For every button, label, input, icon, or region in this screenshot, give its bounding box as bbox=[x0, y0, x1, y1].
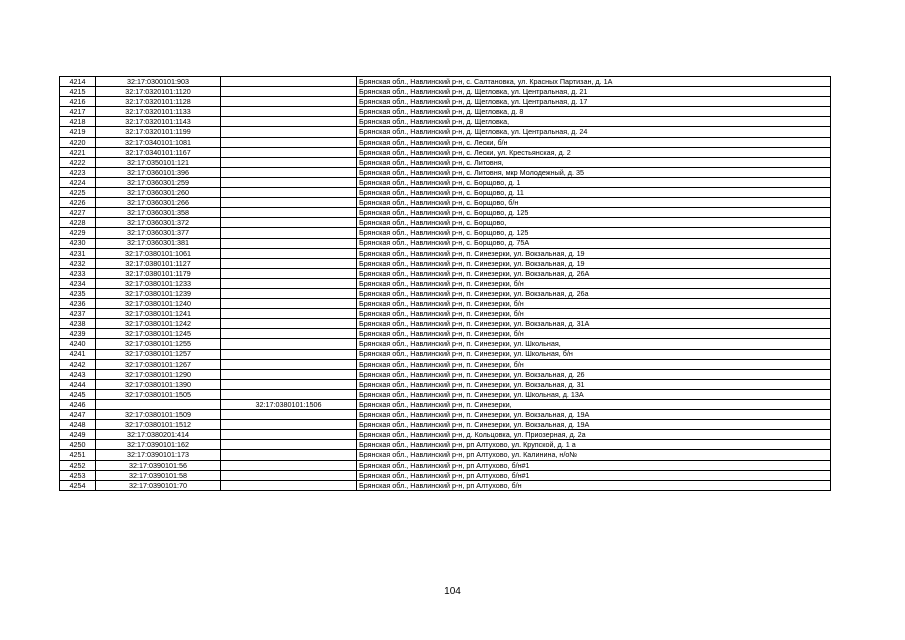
row-number-cell: 4237 bbox=[60, 309, 96, 319]
row-number-cell: 4230 bbox=[60, 238, 96, 248]
address-cell: Брянская обл., Навлинский р-н, рп Алтухово, б/н#1 bbox=[357, 470, 831, 480]
table-row bbox=[60, 278, 831, 288]
cadastral-number-cell: 32:17:0380101:1127 bbox=[96, 258, 221, 268]
cadastral-number-alt-cell bbox=[221, 218, 357, 228]
address-cell: Брянская обл., Навлинский р-н, п. Синезерки, ул. Вокзальная, д. 31А bbox=[357, 319, 831, 329]
address-cell: Брянская обл., Навлинский р-н, д. Щегловка, ул. Центральная, д. 24 bbox=[357, 127, 831, 137]
address-cell: Брянская обл., Навлинский р-н, п. Синезерки, б/н bbox=[357, 299, 831, 309]
address-cell: Брянская обл., Навлинский р-н, д. Щегловка, д. 8 bbox=[357, 107, 831, 117]
row-number-cell: 4221 bbox=[60, 147, 96, 157]
table-row bbox=[60, 420, 831, 430]
address-cell: Брянская обл., Навлинский р-н, п. Синезерки, ул. Вокзальная, д. 26а bbox=[357, 288, 831, 298]
row-number-cell: 4242 bbox=[60, 359, 96, 369]
cadastral-number-cell: 32:17:0360301:358 bbox=[96, 208, 221, 218]
table-row bbox=[60, 410, 831, 420]
cadastral-number-alt-cell: 32:17:0380101:1506 bbox=[221, 400, 357, 410]
table-row bbox=[60, 238, 831, 248]
address-cell: Брянская обл., Навлинский р-н, рп Алтухово, ул. Калинина, н/о№ bbox=[357, 450, 831, 460]
cadastral-number-cell: 32:17:0360301:381 bbox=[96, 238, 221, 248]
row-number-cell: 4240 bbox=[60, 339, 96, 349]
cadastral-number-cell: 32:17:0320101:1133 bbox=[96, 107, 221, 117]
table-row bbox=[60, 208, 831, 218]
address-cell: Брянская обл., Навлинский р-н, п. Синезерки, б/н bbox=[357, 278, 831, 288]
row-number-cell: 4220 bbox=[60, 137, 96, 147]
cadastral-number-alt-cell bbox=[221, 127, 357, 137]
row-number-cell: 4234 bbox=[60, 278, 96, 288]
cadastral-number-cell: 32:17:0380101:1290 bbox=[96, 369, 221, 379]
cadastral-number-alt-cell bbox=[221, 319, 357, 329]
cadastral-number-alt-cell bbox=[221, 339, 357, 349]
address-cell: Брянская обл., Навлинский р-н, п. Синезерки, ул. Школьная, д. 13А bbox=[357, 389, 831, 399]
row-number-cell: 4227 bbox=[60, 208, 96, 218]
cadastral-number-alt-cell bbox=[221, 77, 357, 87]
address-cell: Брянская обл., Навлинский р-н, д. Щегловка, ул. Центральная, д. 21 bbox=[357, 87, 831, 97]
cadastral-number-alt-cell bbox=[221, 410, 357, 420]
cadastral-number-alt-cell bbox=[221, 288, 357, 298]
cadastral-number-cell: 32:17:0380101:1233 bbox=[96, 278, 221, 288]
table-row bbox=[60, 369, 831, 379]
cadastral-number-cell: 32:17:0350101:121 bbox=[96, 157, 221, 167]
table-row bbox=[60, 440, 831, 450]
row-number-cell: 4222 bbox=[60, 157, 96, 167]
address-cell: Брянская обл., Навлинский р-н, с. Борщово, д. 1 bbox=[357, 177, 831, 187]
table-row bbox=[60, 400, 831, 410]
cadastral-number-alt-cell bbox=[221, 278, 357, 288]
row-number-cell: 4248 bbox=[60, 420, 96, 430]
table-row bbox=[60, 87, 831, 97]
cadastral-number-cell: 32:17:0390101:58 bbox=[96, 470, 221, 480]
table-row bbox=[60, 268, 831, 278]
row-number-cell: 4244 bbox=[60, 379, 96, 389]
table-row bbox=[60, 107, 831, 117]
cadastral-number-cell: 32:17:0360301:266 bbox=[96, 198, 221, 208]
row-number-cell: 4224 bbox=[60, 177, 96, 187]
table-row bbox=[60, 258, 831, 268]
row-number-cell: 4216 bbox=[60, 97, 96, 107]
table-row bbox=[60, 248, 831, 258]
cadastral-number-cell: 32:17:0380101:1390 bbox=[96, 379, 221, 389]
cadastral-number-cell: 32:17:0360101:396 bbox=[96, 167, 221, 177]
address-cell: Брянская обл., Навлинский р-н, п. Синезерки, ул. Вокзальная, д. 26А bbox=[357, 268, 831, 278]
cadastral-number-cell: 32:17:0380101:1061 bbox=[96, 248, 221, 258]
address-cell: Брянская обл., Навлинский р-н, с. Салтановка, ул. Красных Партизан, д. 1А bbox=[357, 77, 831, 87]
cadastral-number-alt-cell bbox=[221, 349, 357, 359]
cadastral-number-alt-cell bbox=[221, 97, 357, 107]
cadastral-number-alt-cell bbox=[221, 359, 357, 369]
address-cell: Брянская обл., Навлинский р-н, д. Щегловка, ул. Центральная, д. 17 bbox=[357, 97, 831, 107]
cadastral-number-cell: 32:17:0380101:1179 bbox=[96, 268, 221, 278]
cadastral-number-alt-cell bbox=[221, 309, 357, 319]
table-row bbox=[60, 319, 831, 329]
table-row bbox=[60, 177, 831, 187]
table-row bbox=[60, 288, 831, 298]
cadastral-number-alt-cell bbox=[221, 137, 357, 147]
table-row bbox=[60, 430, 831, 440]
cadastral-number-cell: 32:17:0380101:1241 bbox=[96, 309, 221, 319]
table-row bbox=[60, 460, 831, 470]
cadastral-number-alt-cell bbox=[221, 369, 357, 379]
table-row bbox=[60, 188, 831, 198]
row-number-cell: 4251 bbox=[60, 450, 96, 460]
table-row bbox=[60, 309, 831, 319]
table-row bbox=[60, 147, 831, 157]
address-cell: Брянская обл., Навлинский р-н, п. Синезерки, ул. Школьная, б/н bbox=[357, 349, 831, 359]
address-cell: Брянская обл., Навлинский р-н, рп Алтухово, б/н bbox=[357, 480, 831, 490]
row-number-cell: 4214 bbox=[60, 77, 96, 87]
table-row bbox=[60, 480, 831, 490]
cadastral-number-alt-cell bbox=[221, 258, 357, 268]
cadastral-number-alt-cell bbox=[221, 238, 357, 248]
table-row bbox=[60, 339, 831, 349]
address-cell: Брянская обл., Навлинский р-н, п. Синезерки, ул. Вокзальная, д. 19 bbox=[357, 248, 831, 258]
row-number-cell: 4249 bbox=[60, 430, 96, 440]
cadastral-number-cell: 32:17:0380101:1512 bbox=[96, 420, 221, 430]
row-number-cell: 4217 bbox=[60, 107, 96, 117]
table-row bbox=[60, 117, 831, 127]
cadastral-number-alt-cell bbox=[221, 379, 357, 389]
cadastral-number-cell: 32:17:0380101:1509 bbox=[96, 410, 221, 420]
cadastral-number-alt-cell bbox=[221, 299, 357, 309]
row-number-cell: 4231 bbox=[60, 248, 96, 258]
cadastral-number-alt-cell bbox=[221, 268, 357, 278]
cadastral-number-alt-cell bbox=[221, 470, 357, 480]
row-number-cell: 4219 bbox=[60, 127, 96, 137]
cadastral-number-alt-cell bbox=[221, 450, 357, 460]
address-cell: Брянская обл., Навлинский р-н, рп Алтухово, б/н#1 bbox=[357, 460, 831, 470]
table-row bbox=[60, 157, 831, 167]
cadastral-number-cell: 32:17:0340101:1081 bbox=[96, 137, 221, 147]
address-cell: Брянская обл., Навлинский р-н, с. Литовня, bbox=[357, 157, 831, 167]
cadastral-number-alt-cell bbox=[221, 157, 357, 167]
cadastral-number-alt-cell bbox=[221, 389, 357, 399]
page-number: 104 bbox=[444, 586, 461, 597]
address-cell: Брянская обл., Навлинский р-н, д. Кольцовка, ул. Приозерная, д. 2а bbox=[357, 430, 831, 440]
table-row bbox=[60, 228, 831, 238]
cadastral-number-alt-cell bbox=[221, 147, 357, 157]
cadastral-number-alt-cell bbox=[221, 188, 357, 198]
cadastral-number-cell: 32:17:0360301:377 bbox=[96, 228, 221, 238]
address-cell: Брянская обл., Навлинский р-н, с. Лески, ул. Крестьянская, д. 2 bbox=[357, 147, 831, 157]
cadastral-number-cell: 32:17:0380101:1255 bbox=[96, 339, 221, 349]
table-row bbox=[60, 137, 831, 147]
address-cell: Брянская обл., Навлинский р-н, рп Алтухово, ул. Крупской, д. 1 а bbox=[357, 440, 831, 450]
cadastral-number-alt-cell bbox=[221, 107, 357, 117]
cadastral-number-cell bbox=[96, 400, 221, 410]
address-cell: Брянская обл., Навлинский р-н, с. Борщово, д. 125 bbox=[357, 228, 831, 238]
row-number-cell: 4250 bbox=[60, 440, 96, 450]
address-cell: Брянская обл., Навлинский р-н, п. Синезерки, б/н bbox=[357, 359, 831, 369]
address-cell: Брянская обл., Навлинский р-н, с. Лески, б/н bbox=[357, 137, 831, 147]
cadastral-number-cell: 32:17:0340101:1167 bbox=[96, 147, 221, 157]
cadastral-number-cell: 32:17:0360301:260 bbox=[96, 188, 221, 198]
row-number-cell: 4223 bbox=[60, 167, 96, 177]
cadastral-number-alt-cell bbox=[221, 440, 357, 450]
address-cell: Брянская обл., Навлинский р-н, с. Литовня, мкр Молодежный, д. 35 bbox=[357, 167, 831, 177]
row-number-cell: 4253 bbox=[60, 470, 96, 480]
cadastral-number-alt-cell bbox=[221, 87, 357, 97]
cadastral-number-cell: 32:17:0390101:56 bbox=[96, 460, 221, 470]
address-cell: Брянская обл., Навлинский р-н, п. Синезерки, б/н bbox=[357, 329, 831, 339]
cadastral-number-alt-cell bbox=[221, 460, 357, 470]
cadastral-number-alt-cell bbox=[221, 420, 357, 430]
row-number-cell: 4215 bbox=[60, 87, 96, 97]
cadastral-number-cell: 32:17:0380101:1242 bbox=[96, 319, 221, 329]
document-sheet bbox=[59, 76, 830, 491]
row-number-cell: 4243 bbox=[60, 369, 96, 379]
address-cell: Брянская обл., Навлинский р-н, с. Борщово, bbox=[357, 218, 831, 228]
cadastral-number-cell: 32:17:0390101:70 bbox=[96, 480, 221, 490]
address-cell: Брянская обл., Навлинский р-н, п. Синезерки, ул. Вокзальная, д. 19А bbox=[357, 420, 831, 430]
cadastral-number-cell: 32:17:0390101:173 bbox=[96, 450, 221, 460]
cadastral-number-cell: 32:17:0390101:162 bbox=[96, 440, 221, 450]
table-row bbox=[60, 97, 831, 107]
address-cell: Брянская обл., Навлинский р-н, п. Синезерки, ул. Вокзальная, д. 19 bbox=[357, 258, 831, 268]
address-cell: Брянская обл., Навлинский р-н, с. Борщово, д. 11 bbox=[357, 188, 831, 198]
row-number-cell: 4241 bbox=[60, 349, 96, 359]
address-cell: Брянская обл., Навлинский р-н, п. Синезерки, ул. Вокзальная, д. 19А bbox=[357, 410, 831, 420]
address-cell: Брянская обл., Навлинский р-н, п. Синезерки, bbox=[357, 400, 831, 410]
row-number-cell: 4238 bbox=[60, 319, 96, 329]
row-number-cell: 4245 bbox=[60, 389, 96, 399]
address-cell: Брянская обл., Навлинский р-н, д. Щегловка, bbox=[357, 117, 831, 127]
table-row bbox=[60, 349, 831, 359]
cadastral-number-alt-cell bbox=[221, 167, 357, 177]
cadastral-number-cell: 32:17:0320101:1128 bbox=[96, 97, 221, 107]
cadastral-number-cell: 32:17:0300101:903 bbox=[96, 77, 221, 87]
row-number-cell: 4246 bbox=[60, 400, 96, 410]
table-row bbox=[60, 359, 831, 369]
table-row bbox=[60, 389, 831, 399]
table-body bbox=[60, 77, 831, 491]
address-cell: Брянская обл., Навлинский р-н, п. Синезерки, ул. Школьная, bbox=[357, 339, 831, 349]
row-number-cell: 4239 bbox=[60, 329, 96, 339]
cadastral-number-cell: 32:17:0380101:1240 bbox=[96, 299, 221, 309]
row-number-cell: 4236 bbox=[60, 299, 96, 309]
row-number-cell: 4235 bbox=[60, 288, 96, 298]
cadastral-number-cell: 32:17:0380201:414 bbox=[96, 430, 221, 440]
address-cell: Брянская обл., Навлинский р-н, с. Борщово, д. 125 bbox=[357, 208, 831, 218]
row-number-cell: 4218 bbox=[60, 117, 96, 127]
cadastral-number-alt-cell bbox=[221, 208, 357, 218]
table-row bbox=[60, 127, 831, 137]
cadastral-table bbox=[59, 76, 831, 491]
address-cell: Брянская обл., Навлинский р-н, п. Синезерки, б/н bbox=[357, 309, 831, 319]
cadastral-number-cell: 32:17:0380101:1239 bbox=[96, 288, 221, 298]
address-cell: Брянская обл., Навлинский р-н, с. Борщово, б/н bbox=[357, 198, 831, 208]
cadastral-number-cell: 32:17:0380101:1257 bbox=[96, 349, 221, 359]
table-row bbox=[60, 299, 831, 309]
address-cell: Брянская обл., Навлинский р-н, с. Борщово, д. 75А bbox=[357, 238, 831, 248]
cadastral-number-cell: 32:17:0320101:1120 bbox=[96, 87, 221, 97]
cadastral-number-alt-cell bbox=[221, 329, 357, 339]
row-number-cell: 4252 bbox=[60, 460, 96, 470]
address-cell: Брянская обл., Навлинский р-н, п. Синезерки, ул. Вокзальная, д. 31 bbox=[357, 379, 831, 389]
cadastral-number-alt-cell bbox=[221, 430, 357, 440]
table-row bbox=[60, 198, 831, 208]
cadastral-number-alt-cell bbox=[221, 480, 357, 490]
cadastral-number-alt-cell bbox=[221, 177, 357, 187]
table-row bbox=[60, 218, 831, 228]
cadastral-number-cell: 32:17:0380101:1267 bbox=[96, 359, 221, 369]
cadastral-number-alt-cell bbox=[221, 228, 357, 238]
row-number-cell: 4229 bbox=[60, 228, 96, 238]
table-row bbox=[60, 470, 831, 480]
row-number-cell: 4254 bbox=[60, 480, 96, 490]
row-number-cell: 4225 bbox=[60, 188, 96, 198]
table-row bbox=[60, 167, 831, 177]
table-row bbox=[60, 329, 831, 339]
row-number-cell: 4247 bbox=[60, 410, 96, 420]
row-number-cell: 4226 bbox=[60, 198, 96, 208]
row-number-cell: 4232 bbox=[60, 258, 96, 268]
cadastral-number-alt-cell bbox=[221, 198, 357, 208]
table-row bbox=[60, 77, 831, 87]
cadastral-number-cell: 32:17:0360301:372 bbox=[96, 218, 221, 228]
cadastral-number-cell: 32:17:0360301:259 bbox=[96, 177, 221, 187]
row-number-cell: 4233 bbox=[60, 268, 96, 278]
cadastral-number-cell: 32:17:0380101:1245 bbox=[96, 329, 221, 339]
cadastral-number-cell: 32:17:0380101:1505 bbox=[96, 389, 221, 399]
address-cell: Брянская обл., Навлинский р-н, п. Синезерки, ул. Вокзальная, д. 26 bbox=[357, 369, 831, 379]
row-number-cell: 4228 bbox=[60, 218, 96, 228]
cadastral-number-cell: 32:17:0320101:1143 bbox=[96, 117, 221, 127]
cadastral-number-alt-cell bbox=[221, 248, 357, 258]
table-row bbox=[60, 379, 831, 389]
cadastral-number-cell: 32:17:0320101:1199 bbox=[96, 127, 221, 137]
cadastral-number-alt-cell bbox=[221, 117, 357, 127]
table-row bbox=[60, 450, 831, 460]
